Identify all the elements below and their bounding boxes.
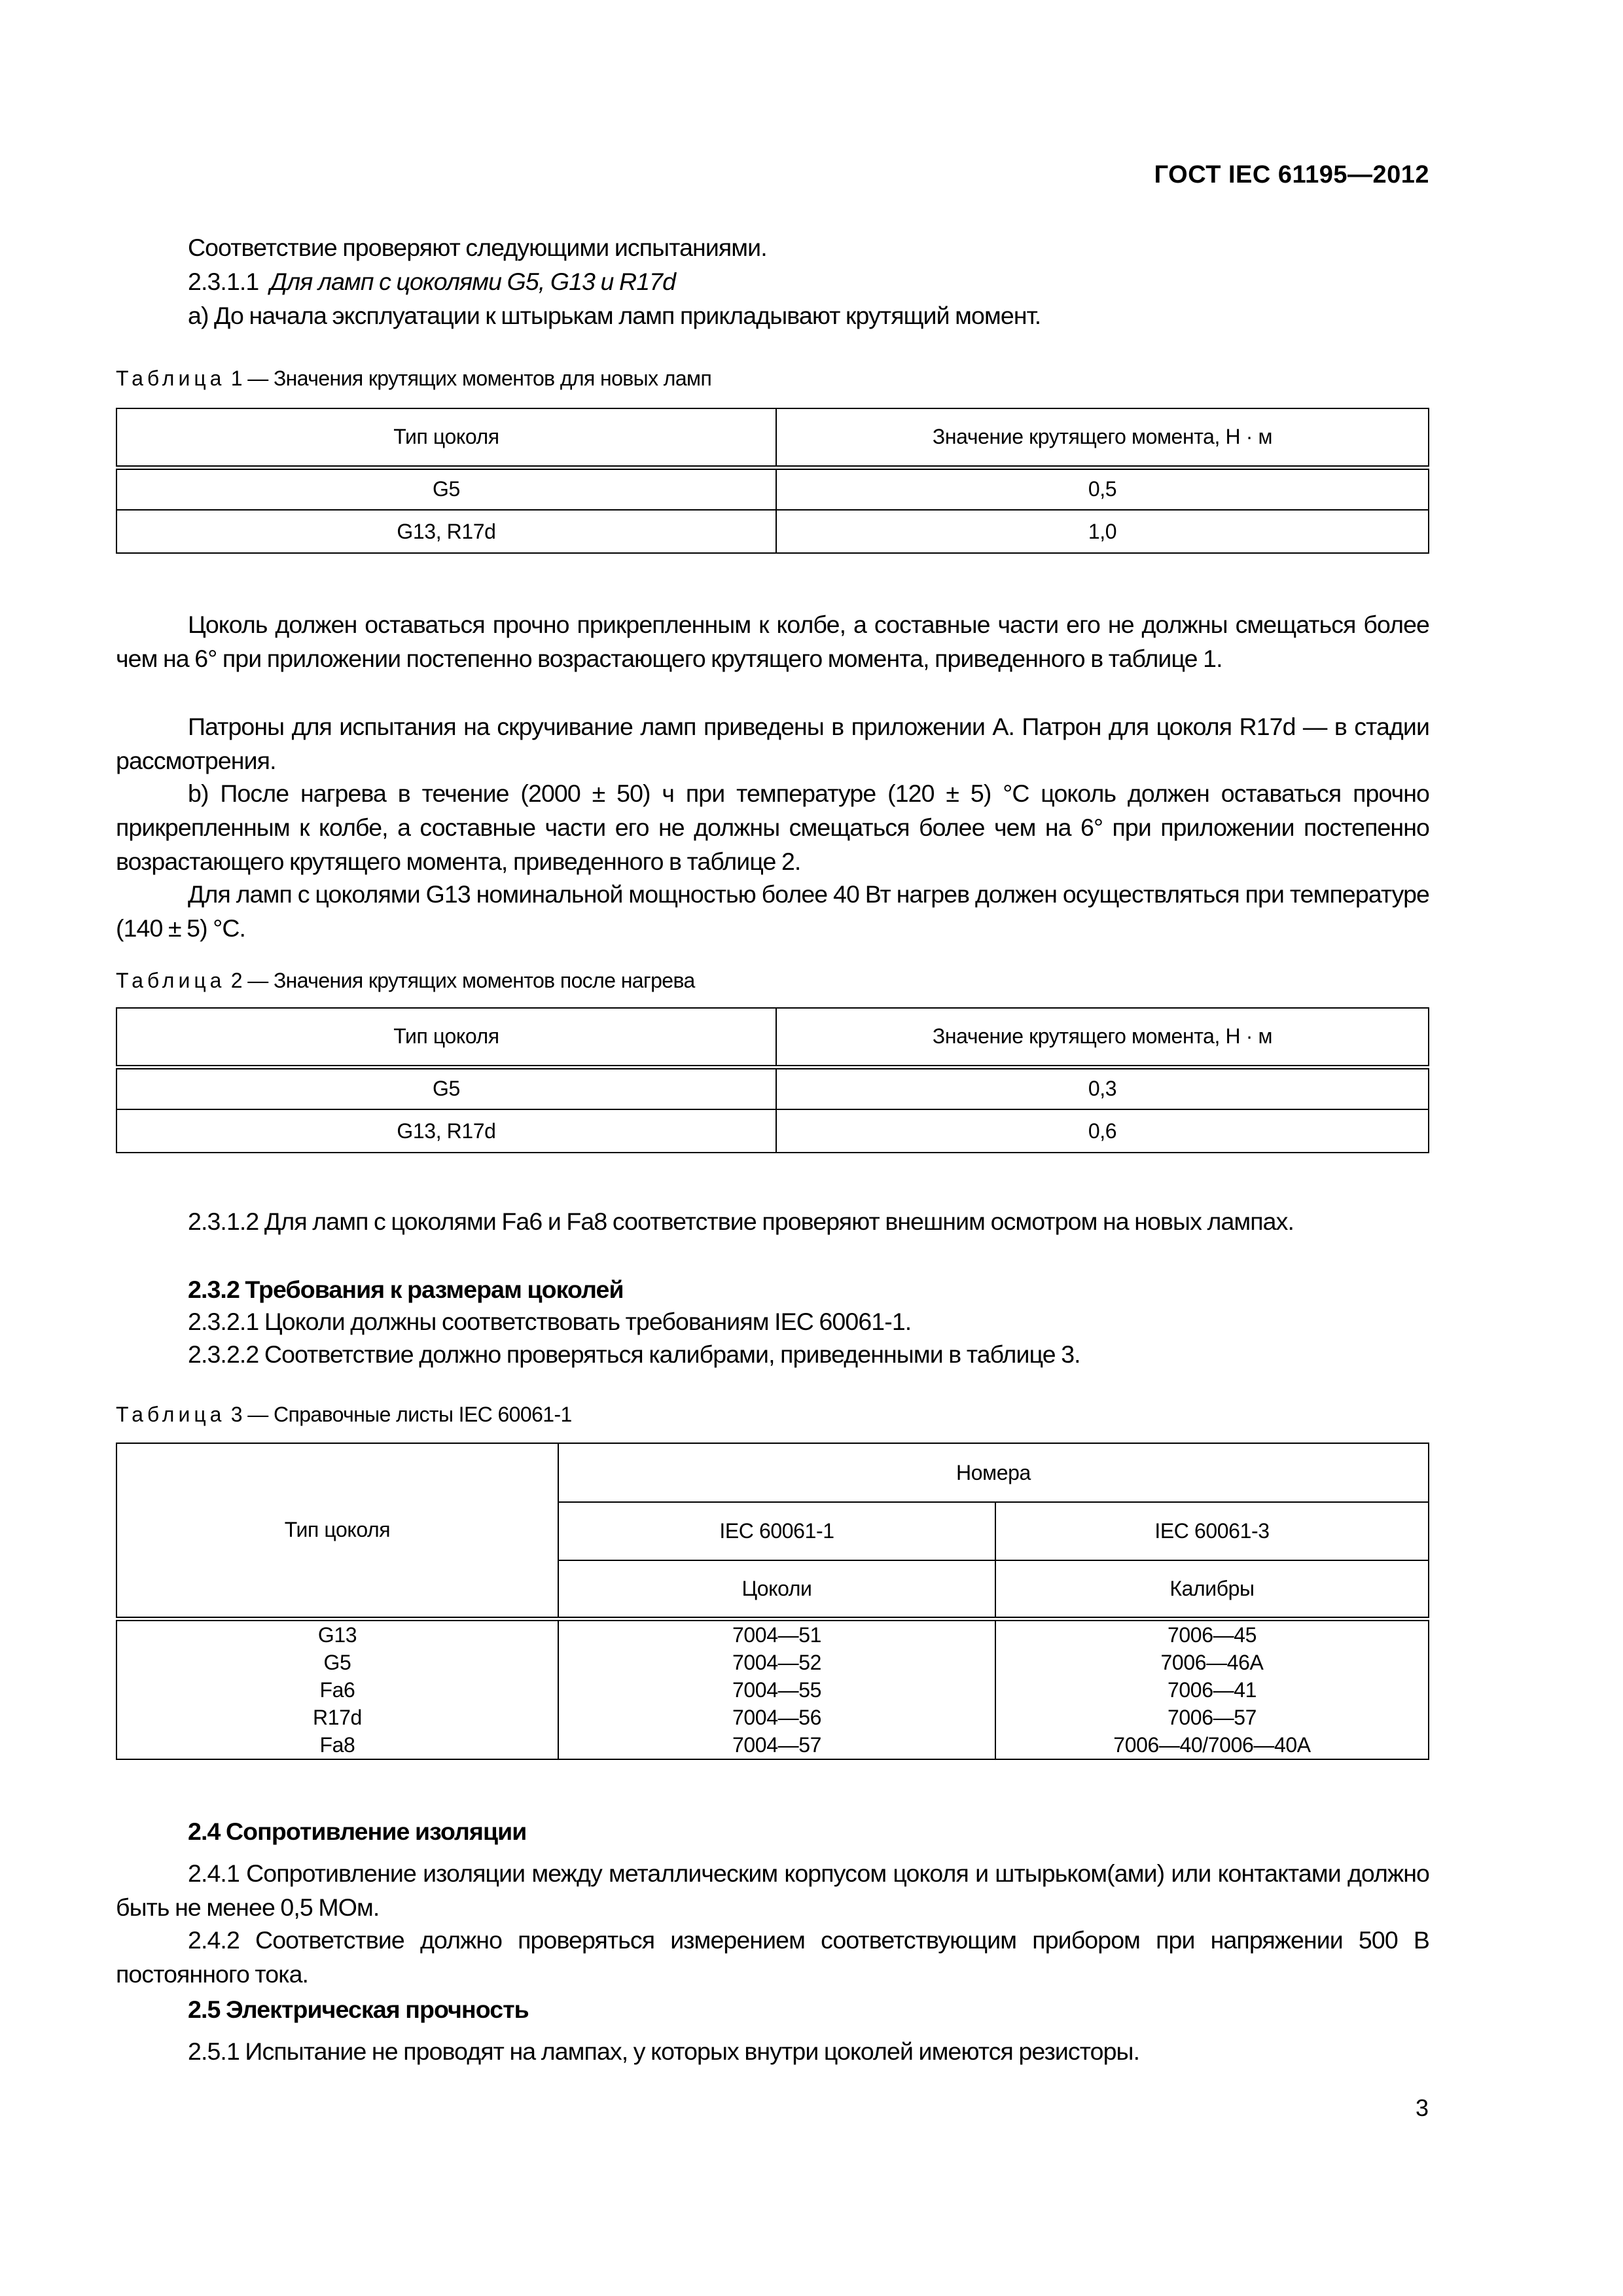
base-type: R17d — [313, 1705, 362, 1729]
caption-number: 2 — [230, 969, 242, 992]
gauge-sheet: 7006—46A — [1160, 1650, 1264, 1674]
table-row — [116, 510, 1429, 553]
table2-header-type: Тип цоколя — [116, 1008, 776, 1067]
page-number: 3 — [1416, 2094, 1429, 2121]
heading-2-3-2: 2.3.2 Требования к размерам цоколей — [188, 1276, 624, 1303]
table2-cell: G5 — [116, 1067, 776, 1109]
item-a: а) До начала эксплуатации к штырькам ламп прикладывают крутящий момент. — [188, 302, 1041, 329]
base-type: Fa8 — [319, 1732, 355, 1757]
cap-sheet: 7004—51 — [732, 1623, 821, 1647]
caption-number: 1 — [230, 367, 242, 390]
table2-cell: 0,3 — [776, 1067, 1429, 1109]
gauge-sheet: 7006—40/7006—40A — [1113, 1732, 1311, 1757]
clause-2-3-1-1 — [188, 264, 1429, 298]
paragraph: Для ламп с цоколями G13 номинальной мощностью более 40 Вт нагрев должен осуществляться при температуре (140 ± 5) °С. — [116, 880, 1429, 942]
intro-line: Соответствие проверяют следующими испытаниями. — [188, 234, 767, 261]
table3-bases-cell — [116, 1619, 558, 1759]
table1-cell: 1,0 — [776, 510, 1429, 553]
base-type: G13 — [317, 1623, 357, 1647]
caption-prefix: Таблица — [116, 1403, 226, 1426]
table2 — [116, 1007, 1429, 1153]
table3-caption — [116, 1403, 572, 1427]
heading-2-5: 2.5 Электрическая прочность — [188, 1996, 529, 2023]
clause-title: Для ламп с цоколями G5, G13 и R17d — [270, 268, 676, 295]
table3-header-type: Тип цоколя — [116, 1443, 558, 1619]
table-row — [116, 467, 1429, 510]
table1-header-type: Тип цоколя — [116, 408, 776, 467]
table1-cell: G5 — [116, 467, 776, 510]
table2-header-torque: Значение крутящего момента, Н · м — [776, 1008, 1429, 1067]
cap-sheet: 7004—57 — [732, 1732, 821, 1757]
base-type: Fa6 — [319, 1677, 355, 1702]
clause-2-4-1: 2.4.1 Сопротивление изоляции между металлическим корпусом цоколя и штырьком(ами) или контактами должно быть не менее 0,5 МОм. — [116, 1859, 1429, 1921]
table3 — [116, 1443, 1429, 1760]
table3-header-iec3: IEC 60061-3 — [995, 1502, 1429, 1560]
table-row — [116, 1619, 1429, 1759]
caption-number: 3 — [230, 1403, 242, 1426]
caption-text: — Справочные листы IEC 60061-1 — [247, 1403, 572, 1426]
table-row — [116, 1109, 1429, 1153]
cap-sheet: 7004—55 — [732, 1677, 821, 1702]
table1-header-torque: Значение крутящего момента, Н · м — [776, 408, 1429, 467]
gauge-sheet: 7006—45 — [1168, 1623, 1257, 1647]
table-row — [116, 1067, 1429, 1109]
cap-sheet: 7004—56 — [732, 1705, 821, 1729]
standard-id: ГОСТ IEC 61195—2012 — [1154, 161, 1429, 188]
paragraph: Патроны для испытания на скручивание ламп приведены в приложении А. Патрон для цоколя R17d — в стадии рассмотрения. — [116, 713, 1429, 774]
caption-text: — Значения крутящих моментов после нагрева — [247, 969, 695, 992]
paragraph: Цоколь должен оставаться прочно прикрепленным к колбе, а составные части его не должны смещаться более чем на 6° при приложении постепенно возрастающего крутящего момента, приведенного в таблице 1. — [116, 611, 1429, 672]
table3-header-gauges: Калибры — [995, 1560, 1429, 1619]
caption-text: — Значения крутящих моментов для новых ламп — [247, 367, 712, 390]
caption-prefix: Таблица — [116, 367, 226, 390]
table3-header-caps: Цоколи — [558, 1560, 995, 1619]
table3-gauges-cell — [995, 1619, 1429, 1759]
table1-caption — [116, 367, 711, 391]
table3-caps-cell — [558, 1619, 995, 1759]
clause-2-4-2: 2.4.2 Соответствие должно проверяться измерением соответствующим прибором при напряжении 500 В постоянного тока. — [116, 1926, 1429, 1988]
table2-caption — [116, 969, 695, 993]
clause-2-3-2-2: 2.3.2.2 Соответствие должно проверяться калибрами, приведенными в таблице 3. — [188, 1340, 1080, 1368]
table3-header-group: Номера — [558, 1443, 1429, 1502]
clause-2-3-2-1: 2.3.2.1 Цоколи должны соответствовать требованиям IEC 60061-1. — [188, 1308, 912, 1335]
cap-sheet: 7004—52 — [732, 1650, 821, 1674]
table2-cell: G13, R17d — [116, 1109, 776, 1153]
table1-cell: G13, R17d — [116, 510, 776, 553]
table2-cell: 0,6 — [776, 1109, 1429, 1153]
table1-cell: 0,5 — [776, 467, 1429, 510]
table1 — [116, 408, 1429, 554]
base-type: G5 — [323, 1650, 351, 1674]
heading-2-4: 2.4 Сопротивление изоляции — [188, 1818, 527, 1845]
clause-2-5-1: 2.5.1 Испытание не проводят на лампах, у которых внутри цоколей имеются резисторы. — [188, 2037, 1140, 2065]
gauge-sheet: 7006—41 — [1168, 1677, 1257, 1702]
paragraph: b) После нагрева в течение (2000 ± 50) ч при температуре (120 ± 5) °С цоколь должен оставаться прочно прикрепленным к колбе, а составные части его не должны смещаться более чем на 6° при приложении постепенно возрастающего крутящего момента, приведенного в таблице 2. — [116, 780, 1429, 875]
table3-header-iec1: IEC 60061-1 — [558, 1502, 995, 1560]
gauge-sheet: 7006—57 — [1168, 1705, 1257, 1729]
caption-prefix: Таблица — [116, 969, 226, 992]
clause-number: 2.3.1.1 — [188, 268, 259, 295]
clause-2-3-1-2: 2.3.1.2 Для ламп с цоколями Fa6 и Fa8 соответствие проверяют внешним осмотром на новых лампах. — [188, 1208, 1294, 1235]
